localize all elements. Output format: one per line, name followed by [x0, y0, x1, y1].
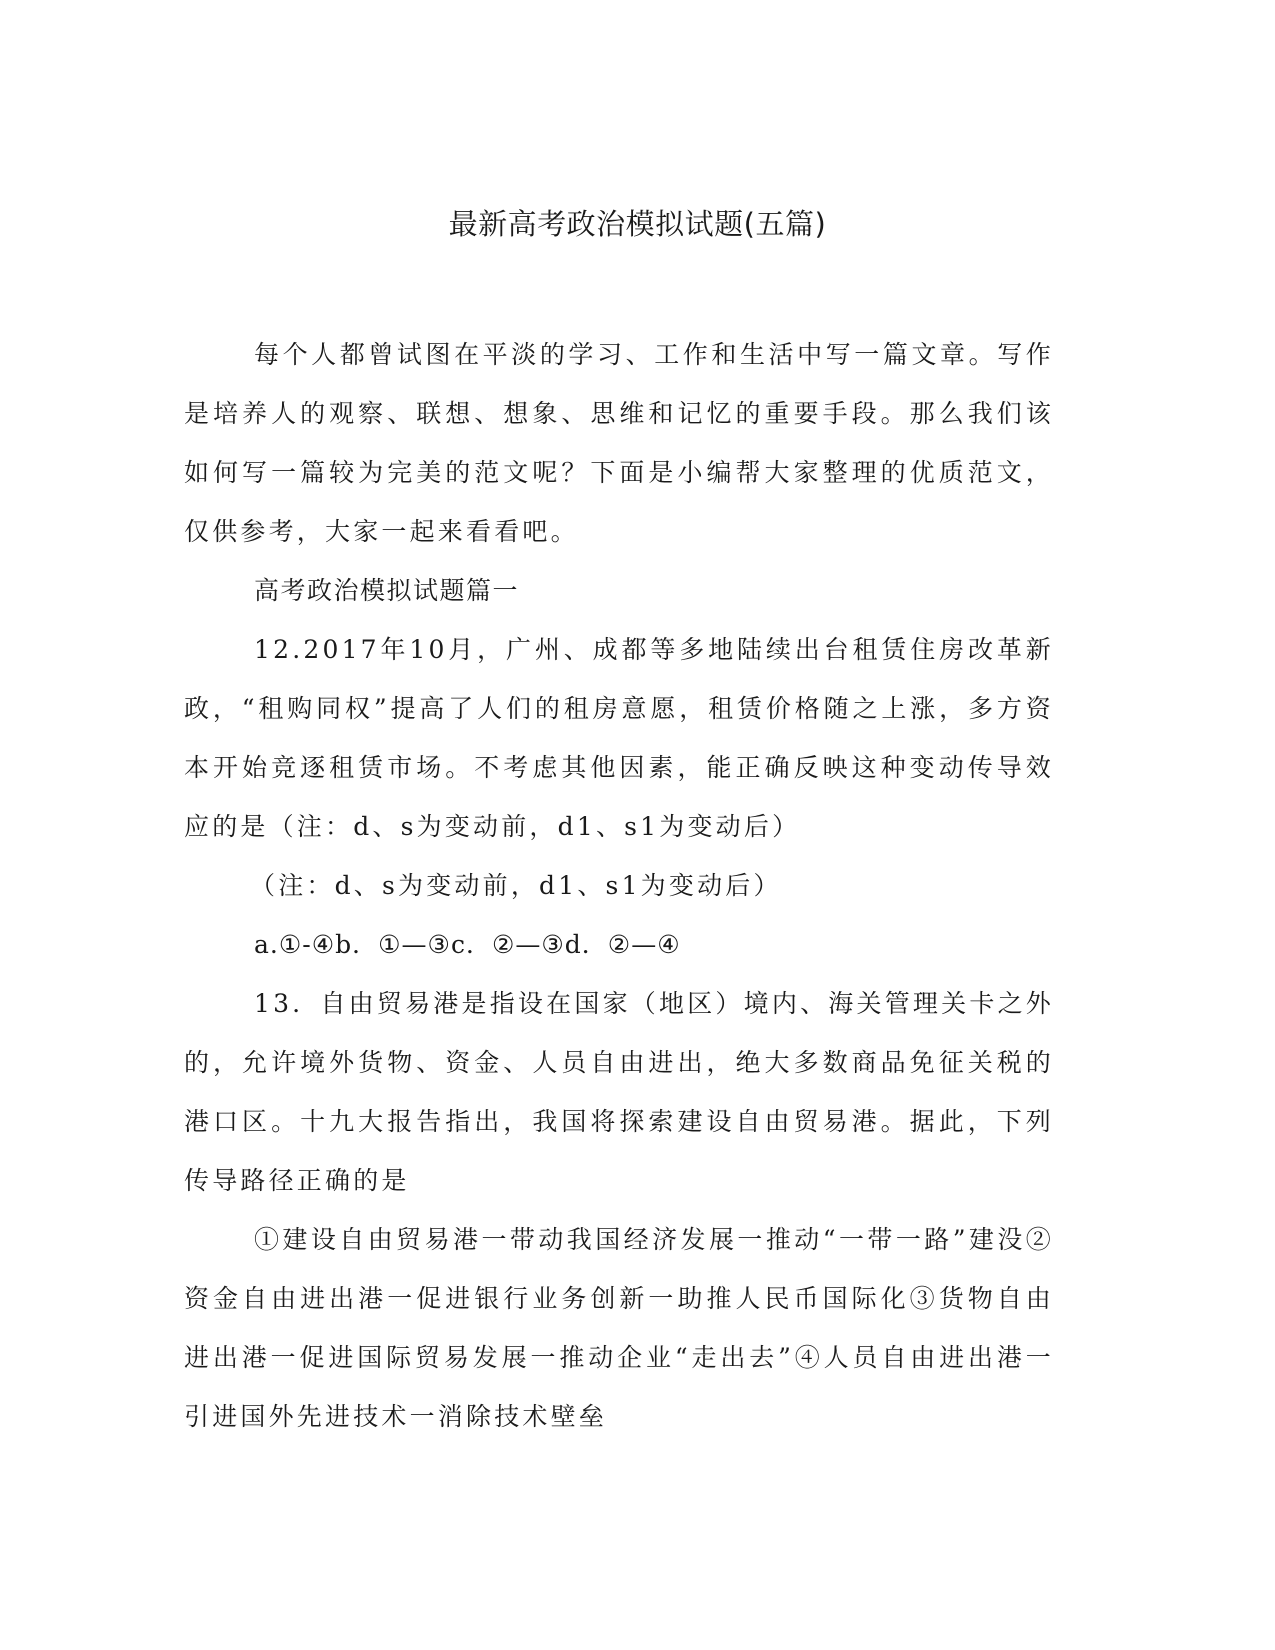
intro-paragraph: 每个人都曾试图在平淡的学习、工作和生活中写一篇文章。写作是培养人的观察、联想、想象、思维和记忆的重要手段。那么我们该如何写一篇较为完美的范文呢？下面是小编帮大家整理的优质范文，仅供参考，大家一起来看看吧。 — [184, 340, 1054, 546]
question-13-stem: 13．自由贸易港是指设在国家（地区）境内、海关管理关卡之外的，允许境外货物、资金、人员自由进出，绝大多数商品免征关税的港口区。十九大报告指出，我国将探索建设自由贸易港。据此，下列传导路径正确的是 — [184, 989, 1054, 1195]
document-title: 最新高考政治模拟试题(五篇) — [448, 207, 827, 241]
document-body — [184, 325, 1054, 1446]
question-12-stem: 12.2017年10月，广州、成都等多地陆续出台租赁住房改革新政，“租购同权”提高了人们的租房意愿，租赁价格随之上涨，多方资本开始竞逐租赁市场。不考虑其他因素，能正确反映这种变动传导效应的是（注：d、s为变动前，d1、s1为变动后） — [184, 635, 1054, 841]
question-13-paths: ①建设自由贸易港一带动我国经济发展一推动“一带一路”建没②资金自由进出港一促进银行业务创新一助推人民币国际化③货物自由进出港一促进国际贸易发展一推动企业“走出去”④人员自由进出港一引进国外先进技术一消除技术壁垒 — [184, 1225, 1054, 1431]
section-heading: 高考政治模拟试题篇一 — [254, 576, 520, 605]
question-12-options: a.①-④b．①—③c．②—③d．②—④ — [254, 930, 681, 959]
question-12-note: （注：d、s为变动前，d1、s1为变动后） — [250, 871, 782, 900]
